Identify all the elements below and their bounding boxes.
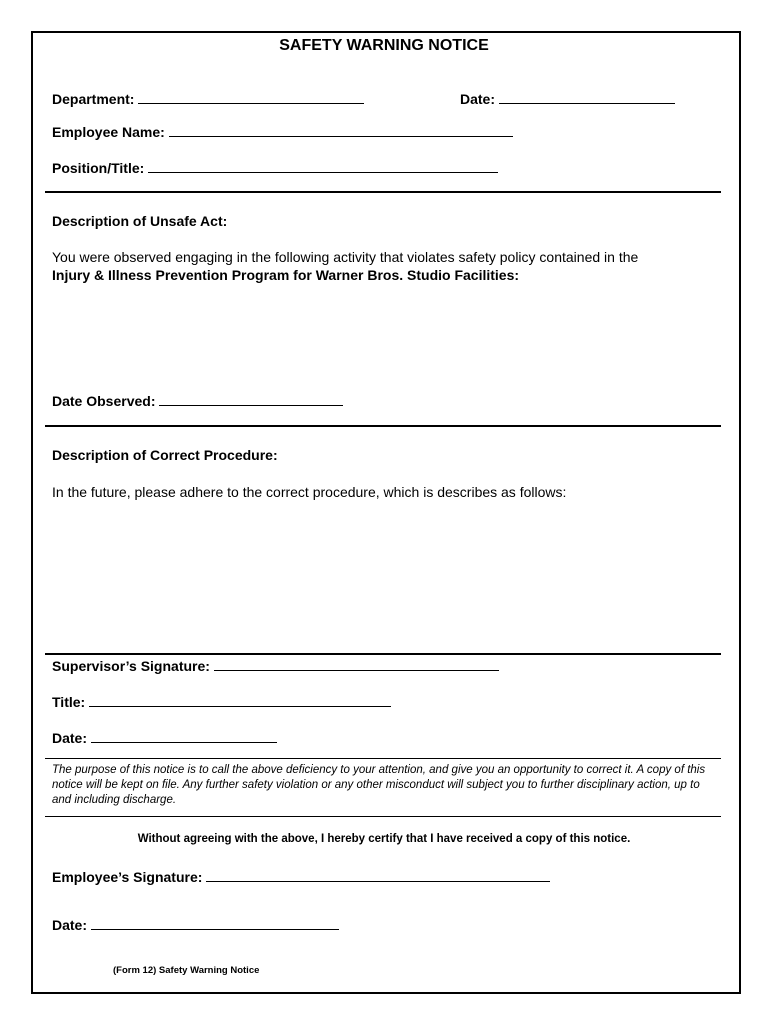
section-divider <box>45 758 721 759</box>
form-title: SAFETY WARNING NOTICE <box>279 37 489 54</box>
employee-name-line[interactable] <box>169 122 513 137</box>
supervisor-signature-line[interactable] <box>214 656 499 671</box>
department-label: Department: <box>52 91 135 107</box>
employee-date-label: Date: <box>52 917 88 933</box>
form-footer: (Form 12) Safety Warning Notice <box>113 965 260 976</box>
employee-signature-field[interactable] <box>52 867 550 887</box>
supervisor-title-label: Title: <box>52 694 86 710</box>
employee-name-label: Employee Name: <box>52 124 165 140</box>
disclaimer-text: The purpose of this notice is to call the above deficiency to your attention, and give you an opportunity to correct it. A copy of this notice will be kept on file. Any further safety violation or any other misconduct will subject you to further disciplinary action, up to and including discharge. <box>52 764 706 806</box>
correct-procedure-heading: Description of Correct Procedure: <box>52 447 278 463</box>
employee-date-field[interactable] <box>52 915 339 935</box>
date-observed-label: Date Observed: <box>52 393 156 409</box>
department-line[interactable] <box>138 89 364 104</box>
section-divider <box>45 816 721 817</box>
date-label: Date: <box>460 91 496 107</box>
correct-procedure-intro: In the future, please adhere to the correct procedure, which is describes as follows: <box>52 484 567 500</box>
section-divider <box>45 425 721 427</box>
supervisor-title-line[interactable] <box>89 692 391 707</box>
unsafe-act-heading: Description of Unsafe Act: <box>52 213 228 229</box>
date-line[interactable] <box>499 89 675 104</box>
position-title-field[interactable] <box>52 158 498 178</box>
department-field[interactable] <box>52 89 364 109</box>
employee-date-line[interactable] <box>91 915 339 930</box>
supervisor-date-field[interactable] <box>52 728 277 748</box>
supervisor-signature-label: Supervisor’s Signature: <box>52 658 210 674</box>
position-title-label: Position/Title: <box>52 160 145 176</box>
supervisor-date-line[interactable] <box>91 728 277 743</box>
certify-text: Without agreeing with the above, I hereby certify that I have received a copy of this notice. <box>137 833 631 845</box>
section-divider <box>45 653 721 655</box>
unsafe-act-intro: You were observed engaging in the following activity that violates safety policy contained in the <box>52 249 639 265</box>
date-observed-field[interactable] <box>52 391 343 411</box>
supervisor-signature-field[interactable] <box>52 656 499 676</box>
date-observed-line[interactable] <box>159 391 343 406</box>
employee-signature-line[interactable] <box>206 867 550 882</box>
supervisor-title-field[interactable] <box>52 692 391 712</box>
position-title-line[interactable] <box>148 158 498 173</box>
date-field[interactable] <box>460 89 675 109</box>
supervisor-date-label: Date: <box>52 730 88 746</box>
program-name: Injury & Illness Prevention Program for Warner Bros. Studio Facilities: <box>52 267 520 283</box>
section-divider <box>45 191 721 193</box>
employee-name-field[interactable] <box>52 122 513 142</box>
employee-signature-label: Employee’s Signature: <box>52 869 203 885</box>
